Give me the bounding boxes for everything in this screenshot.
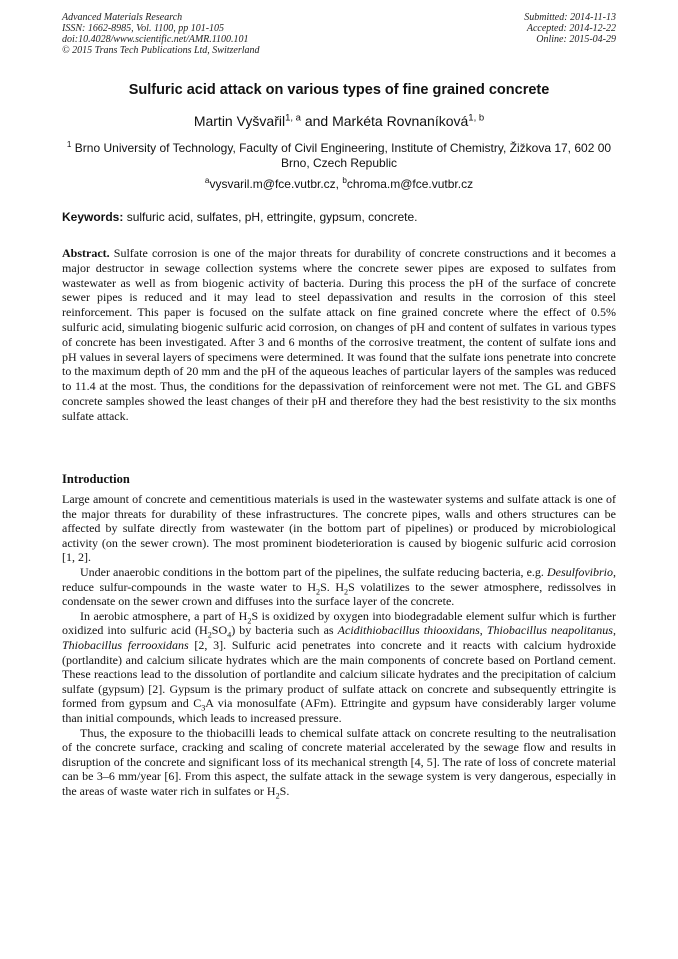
accepted-date: Accepted: 2014-12-22	[526, 23, 616, 34]
intro-paragraph-4: Thus, the exposure to the thiobacilli leads to chemical sulfate attack on concrete resulting to the neutralisation of the concrete surface, cracking and scaling of concrete material accelerated by the sewage flow and results in disruption of the concrete and significant loss of its mechanical strength [4, 5]. The rate of loss of concrete material can be 3–6 mm/year [6]. From this aspect, the sulfate attack in the sewage system is very dangerous, especially in the areas of waste water rich in sulfates or $H_2S$.	[62, 725, 616, 801]
intro-paragraph-3: In aerobic atmosphere, a part of $H_2S$ is oxidized by oxygen into biodegradable element sulfur which is further oxidized into sulfuric acid $(H_2SO_4)$ by bacteria such as Acidithiobacillus thiooxidans, Thiobacillus neapolitanus, Thiobacillus ferrooxidans [2, 3]. Sulfuric acid penetrates into concrete and it reacts with calcium hydroxide (portlandite) and calcium silicate hydrates which are the main components of concrete based on Portland cement. These reactions lead to the dissolution of portlandite and calcium silicate hydrates and the precipitation of calcium sulfate (gypsum) [2]. Gypsum is the primary product of sulfate attack on concrete and subsequently ettringite is formed from gypsum and $C_3A$ via monosulfate (AFm). Ettringite and gypsum have considerably larger volume than initial compounds, which leads to increased pressure.	[62, 608, 617, 725]
author-2: Markéta Rovnaníková	[332, 113, 469, 129]
affiliation	[62, 141, 616, 171]
introduction-heading: Introduction	[62, 472, 130, 486]
email-line	[0, 177, 678, 191]
author-1: Martin Vyšvařil	[193, 113, 286, 129]
email-a-marker: a	[204, 176, 210, 185]
affiliation-text: Brno University of Technology, Faculty of Civil Engineering, Institute of Chemistry, Žižkova 17, 602 00 Brno, Czech Republic	[71, 141, 612, 170]
email-a[interactable]: vysvaril.m@fce.vutbr.cz,	[209, 177, 343, 191]
abstract-label: Abstract.	[62, 246, 110, 260]
author-line	[0, 113, 678, 129]
author-1-affil: 1, a	[285, 112, 301, 124]
online-date: Online: 2015-04-29	[536, 34, 616, 45]
journal-copyright: © 2015 Trans Tech Publications Ltd, Switzerland	[62, 45, 260, 56]
affiliation-marker: 1	[66, 140, 72, 149]
keywords-label: Keywords:	[62, 210, 124, 224]
keywords-text: sulfuric acid, sulfates, pH, ettringite, gypsum, concrete.	[123, 210, 418, 224]
email-b[interactable]: chroma.m@fce.vutbr.cz	[346, 177, 474, 191]
author-2-affil: 1, b	[468, 112, 485, 124]
abstract-text: Sulfate corrosion is one of the major threats for durability of concrete constructions and it becomes a major destructor in sewage collection systems where the concrete sewer pipes are exposed to sulfates from wastewater as well as from biogenic activity of bacteria. During this process the pH of the surface of concrete sewer pipes is reduced and it may lead to steel depassivation and results in the corrosion of this steel reinforcement. This paper is focused on the sulfate attack on fine grained concrete where the effect of 0.5% sulfuric acid, simulating biogenic sulfuric acid corrosion, on changes of pH and content of sulfates in various types of concrete has been investigated. After 3 and 6 months of the corrosive treatment, the content of sulfate ions and pH values in several layers of specimens were determined. It was found that the sulfate ions penetrate into concrete to the maximum depth of 20 mm and the pH of the aqueous leaches of particular layers of the samples was reduced to 11.4 at the most. Thus, the conditions for the depassivation of reinforcement were not met. The GL and GBFS concrete samples showed the least changes of their pH and therefore they had the best resistivity to the six months sulfate attack.	[62, 246, 616, 423]
abstract	[62, 246, 616, 424]
submitted-date: Submitted: 2014-11-13	[524, 12, 616, 23]
journal-name: Advanced Materials Research	[62, 12, 183, 23]
journal-issn: ISSN: 1662-8985, Vol. 1100, pp 101-105	[62, 23, 225, 34]
intro-paragraph-2: Under anaerobic conditions in the bottom part of the pipelines, the sulfate reducing bacteria, e.g. Desulfovibrio, reduce sulfur-compounds in the waste water to $H_2S$. $H_2S$ volatilizes to the sewer atmosphere, redissolves in condensate on the sewer crown and diffuses into the surface layer of the concrete.	[62, 564, 616, 609]
journal-info	[62, 12, 260, 56]
intro-paragraph-1: Large amount of concrete and cementitious materials is used in the wastewater systems and sulfate attack is one of the major threats for durability of these infrastructures. The concrete pipes, walls and others structures can be affected by sulfate directly from wastewater (in the bottom part of pipelines) or produced by microbiological activity (on the sewer crown). The most prominent biodeterioration is caused by biogenic sulfuric acid corrosion [1, 2].	[62, 492, 616, 565]
email-b-marker: b	[342, 176, 347, 185]
keywords	[62, 210, 616, 224]
introduction-body	[62, 492, 617, 801]
journal-doi: doi:10.4028/www.scientific.net/AMR.1100.101	[62, 34, 249, 45]
publication-dates	[524, 12, 616, 45]
author-and: and	[300, 113, 333, 129]
paper-title: Sulfuric acid attack on various types of fine grained concrete	[128, 82, 550, 98]
